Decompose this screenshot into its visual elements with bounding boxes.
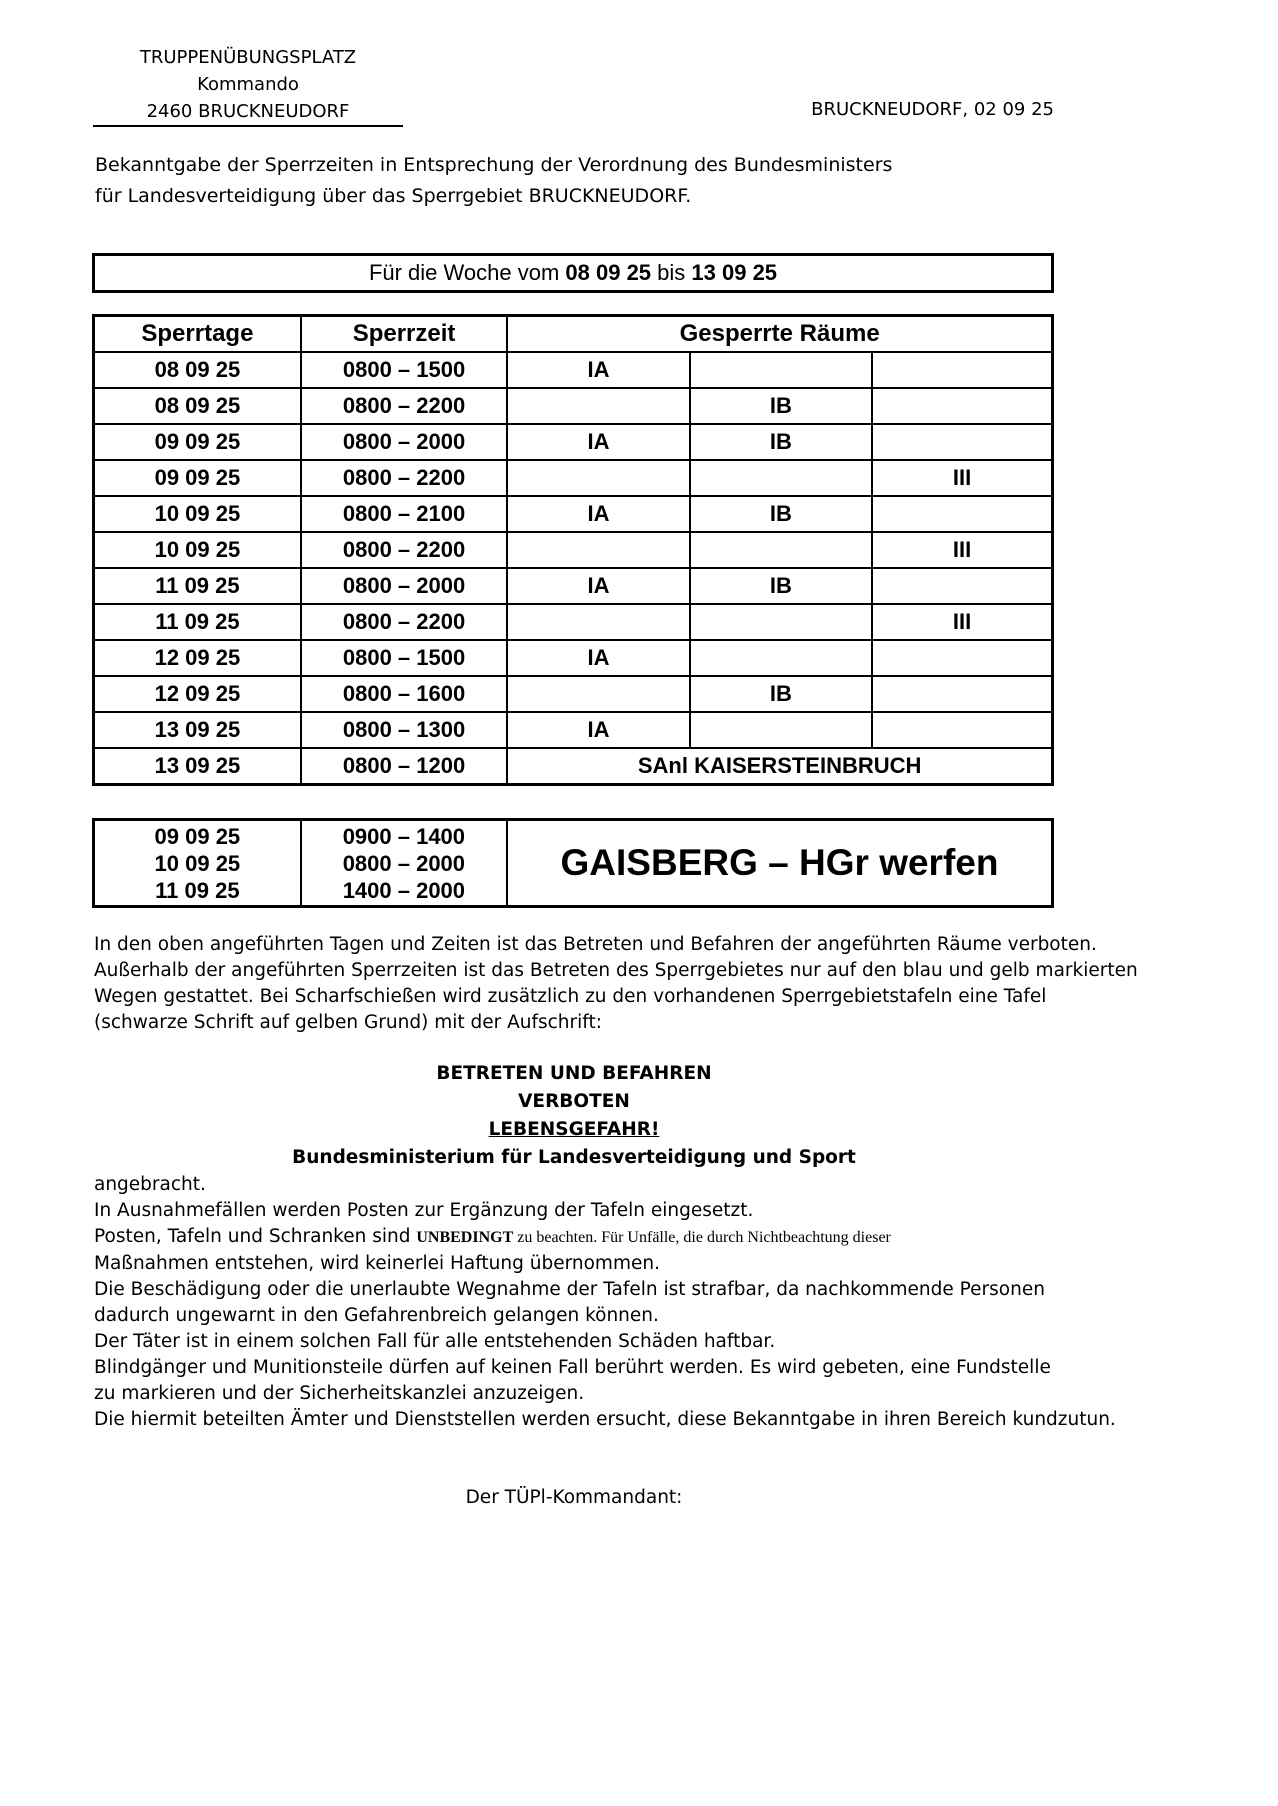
gaisberg-day: 10 09 25 [154, 850, 241, 876]
row-area-ia [507, 460, 689, 496]
gaisberg-table [92, 818, 1054, 908]
row-area-ib: IB [690, 676, 872, 712]
row-day: 09 09 25 [94, 460, 301, 496]
gaisberg-days [94, 820, 301, 907]
table-header-row [94, 316, 1053, 353]
row-area-iii [872, 388, 1052, 424]
row-area-ia: IA [507, 640, 689, 676]
intro-text [95, 150, 995, 212]
closing-line: dadurch ungewarnt in den Gefahrenbreich gelangen können. [94, 1305, 659, 1326]
row-area-iii [872, 676, 1052, 712]
gaisberg-time: 1400 – 2000 [342, 877, 466, 903]
sender-line: TRUPPENÜBUNGSPLATZ [139, 47, 357, 68]
week-start: 08 09 25 [565, 260, 652, 285]
table-row [94, 676, 1053, 712]
row-area-ib [690, 532, 872, 568]
gaisberg-time: 0900 – 1400 [342, 823, 466, 849]
row-time: 0800 – 2200 [301, 460, 507, 496]
table-row [94, 604, 1053, 640]
closing-line: In Ausnahmefällen werden Posten zur Ergänzung der Tafeln eingesetzt. [94, 1200, 754, 1221]
warning-line-3: LEBENSGEFAHR! [488, 1119, 660, 1140]
closing-l3b: UNBEDINGT [416, 1229, 514, 1246]
row-area-ib: IB [690, 388, 872, 424]
row-area-iii: III [872, 604, 1052, 640]
table-row [94, 388, 1053, 424]
closing-line: Die hiermit beteilten Ämter und Dienststellen werden ersucht, diese Bekanntgabe in ihren Bereich kundzutun. [94, 1409, 1116, 1430]
header-sperrtage: Sperrtage [94, 316, 301, 353]
row-day: 13 09 25 [94, 748, 301, 785]
sender-line: 2460 BRUCKNEUDORF [146, 101, 350, 122]
row-day: 12 09 25 [94, 676, 301, 712]
row-time: 0800 – 2200 [301, 604, 507, 640]
closing-l3c: zu beachten. Für Unfälle, die durch Nichtbeachtung dieser [513, 1229, 891, 1246]
intro-line: für Landesverteidigung über das Sperrgebiet BRUCKNEUDORF. [95, 185, 692, 207]
table-row [94, 748, 1053, 785]
row-area-ib [690, 460, 872, 496]
gaisberg-day: 11 09 25 [155, 877, 240, 903]
row-area-iii: III [872, 460, 1052, 496]
row-area-ia: IA [507, 712, 689, 748]
row-area-ia: IA [507, 496, 689, 532]
row-day: 12 09 25 [94, 640, 301, 676]
row-area-iii [872, 568, 1052, 604]
row-area-ib: IB [690, 568, 872, 604]
row-time: 0800 – 2100 [301, 496, 507, 532]
gaisberg-times [301, 820, 507, 907]
closing-line: Blindgänger und Munitionsteile dürfen auf keinen Fall berührt werden. Es wird gebeten, eine Fundstelle [94, 1357, 1051, 1378]
row-time: 0800 – 2200 [301, 388, 507, 424]
row-area-ib [690, 640, 872, 676]
warning-sign-text [0, 1060, 1148, 1172]
header-gesperrte-raeume: Gesperrte Räume [507, 316, 1052, 353]
row-area-ib [690, 712, 872, 748]
row-area-ia [507, 604, 689, 640]
row-day: 09 09 25 [94, 424, 301, 460]
warning-line-4: Bundesministerium für Landesverteidigung und Sport [292, 1147, 856, 1168]
row-day: 10 09 25 [94, 532, 301, 568]
table-row [94, 352, 1053, 388]
table-row [94, 532, 1053, 568]
table-row [94, 460, 1053, 496]
row-area-ia: IA [507, 424, 689, 460]
schedule-body [94, 352, 1053, 785]
closing-line: Der Täter ist in einem solchen Fall für alle entstehenden Schäden haftbar. [94, 1331, 776, 1352]
row-time: 0800 – 1500 [301, 352, 507, 388]
row-time: 0800 – 2200 [301, 532, 507, 568]
closing-line: Maßnahmen entstehen, wird keinerlei Haftung übernommen. [94, 1253, 660, 1274]
table-row [94, 424, 1053, 460]
row-area-ia [507, 532, 689, 568]
row-day: 10 09 25 [94, 496, 301, 532]
row-day: 08 09 25 [94, 388, 301, 424]
closing-line [94, 1224, 1194, 1251]
paragraph-line: Wegen gestattet. Bei Scharfschießen wird zusätzlich zu den vorhandenen Sperrgebietstafeln eine Tafel [94, 986, 1047, 1007]
table-row [94, 496, 1053, 532]
paragraph-line: In den oben angeführten Tagen und Zeiten ist das Betreten und Befahren der angeführten Räume verboten. [94, 934, 1097, 955]
row-area-ia [507, 676, 689, 712]
sender-block [93, 44, 403, 127]
week-vom: vom [517, 260, 566, 285]
signature-line: Der TÜPl-Kommandant: [465, 1487, 683, 1508]
row-area-iii [872, 640, 1052, 676]
gaisberg-row [94, 820, 1053, 907]
row-time: 0800 – 1200 [301, 748, 507, 785]
row-area-ia [507, 388, 689, 424]
row-day: 08 09 25 [94, 352, 301, 388]
row-area-iii [872, 496, 1052, 532]
row-area-ib: IB [690, 496, 872, 532]
row-time: 0800 – 1300 [301, 712, 507, 748]
row-area-iii: III [872, 532, 1052, 568]
row-area-ia: IA [507, 568, 689, 604]
week-end: 13 09 25 [691, 260, 778, 285]
closing-line: angebracht. [94, 1174, 206, 1195]
row-time: 0800 – 2000 [301, 424, 507, 460]
table-row [94, 640, 1053, 676]
row-time: 0800 – 1500 [301, 640, 507, 676]
table-row [94, 712, 1053, 748]
row-area-iii [872, 424, 1052, 460]
schedule-table [92, 314, 1054, 786]
row-time: 0800 – 2000 [301, 568, 507, 604]
row-area-ib: IB [690, 424, 872, 460]
row-area-span: SAnl KAISERSTEINBRUCH [507, 748, 1052, 785]
row-area-ia: IA [507, 352, 689, 388]
closing-l3a: Posten, Tafeln und Schranken sind [94, 1226, 417, 1247]
header-sperrzeit: Sperrzeit [301, 316, 507, 353]
gaisberg-day: 09 09 25 [154, 823, 241, 849]
gaisberg-time: 0800 – 2000 [342, 850, 466, 876]
prohibition-paragraph [94, 932, 1138, 1036]
week-bis: bis [651, 260, 692, 285]
sender-line: Kommando [197, 74, 299, 95]
closing-line: Die Beschädigung oder die unerlaubte Wegnahme der Tafeln ist strafbar, da nachkommende Personen [94, 1279, 1045, 1300]
warning-line-2: VERBOTEN [518, 1091, 630, 1112]
row-day: 13 09 25 [94, 712, 301, 748]
closing-text [94, 1172, 1194, 1433]
row-area-ib [690, 604, 872, 640]
paragraph-line: Außerhalb der angeführten Sperrzeiten ist das Betreten des Sperrgebietes nur auf den blau und gelb markierten [94, 960, 1138, 981]
week-prefix: Für die Woche [368, 260, 518, 285]
warning-line-1: BETRETEN UND BEFAHREN [436, 1063, 712, 1084]
row-area-ib [690, 352, 872, 388]
table-row [94, 568, 1053, 604]
paragraph-line: (schwarze Schrift auf gelben Grund) mit der Aufschrift: [94, 1012, 602, 1033]
place-date: BRUCKNEUDORF, 02 09 25 [811, 99, 1054, 120]
closing-line: zu markieren und der Sicherheitskanzlei anzuzeigen. [94, 1383, 585, 1404]
week-range-box [92, 253, 1054, 293]
row-time: 0800 – 1600 [301, 676, 507, 712]
row-day: 11 09 25 [94, 568, 301, 604]
row-area-iii [872, 352, 1052, 388]
gaisberg-label: GAISBERG – HGr werfen [507, 820, 1052, 907]
row-day: 11 09 25 [94, 604, 301, 640]
intro-line: Bekanntgabe der Sperrzeiten in Entsprechung der Verordnung des Bundesministers [95, 154, 893, 176]
row-area-iii [872, 712, 1052, 748]
